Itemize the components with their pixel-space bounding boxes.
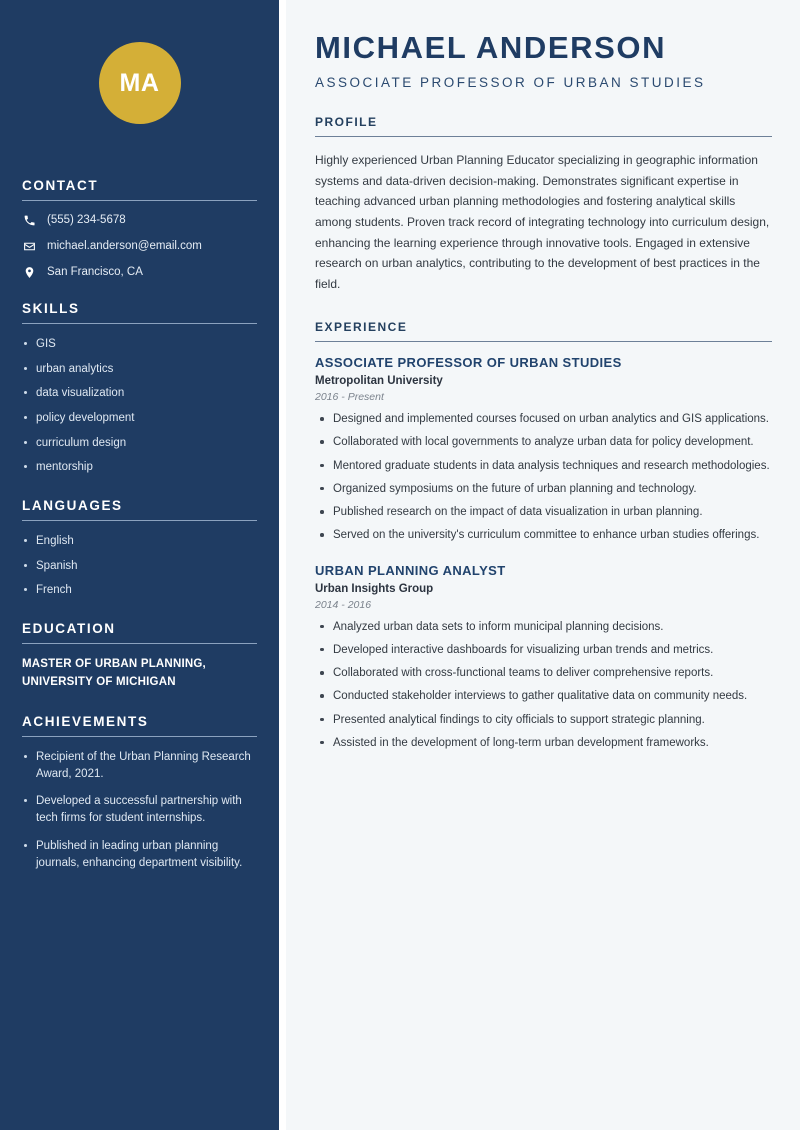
contact-item-email[interactable] [22, 239, 257, 253]
skills-heading: SKILLS [22, 301, 80, 316]
sidebar [0, 0, 279, 1130]
experience-dates: 2016 - Present [315, 391, 384, 404]
list-item: Mentored graduate students in data analysis techniques and research methodologies. [315, 458, 772, 475]
list-item: GIS [22, 336, 257, 353]
list-item: Served on the university's curriculum committee to enhance urban studies offerings. [315, 527, 772, 544]
languages-section [22, 498, 257, 599]
list-item: Developed a successful partnership with tech firms for student internships. [22, 793, 257, 828]
list-item: data visualization [22, 385, 257, 402]
experience-section [315, 320, 772, 753]
experience-bullet-list [315, 411, 772, 545]
location-pin-icon [22, 265, 36, 279]
experience-job-title: URBAN PLANNING ANALYST [315, 562, 506, 578]
avatar [99, 42, 181, 124]
list-item: Presented analytical findings to city officials to support strategic planning. [315, 712, 772, 729]
languages-heading: LANGUAGES [22, 498, 123, 514]
list-item: Organized symposiums on the future of urban planning and technology. [315, 481, 772, 498]
contact-location-value: San Francisco, CA [47, 266, 143, 278]
list-item: Spanish [22, 558, 257, 575]
list-item: Published in leading urban planning journals, enhancing department visibility. [22, 838, 257, 873]
profile-text: Highly experienced Urban Planning Educator specializing in geographic information systems and data-driven decision-making. Demonstrates significant expertise in teaching advanced urban planning methodologies and fostering analytical skills among students. Proven track record of integrating technology into curriculum design, enhancing the learning experience through innovative tools. Engaged in extensive research on urban analytics, contributing to the development of best practices in the field. [315, 153, 770, 291]
skills-list [22, 336, 257, 476]
achievements-list [22, 749, 257, 873]
achievements-section [22, 714, 257, 873]
list-item: urban analytics [22, 361, 257, 378]
education-section [22, 621, 257, 692]
education-divider [22, 643, 257, 644]
list-item: Analyzed urban data sets to inform municipal planning decisions. [315, 619, 772, 636]
achievements-divider [22, 736, 257, 737]
column-gutter [279, 0, 286, 1130]
list-item: French [22, 582, 257, 599]
job-subtitle: ASSOCIATE PROFESSOR OF URBAN STUDIES [315, 74, 706, 90]
experience-dates: 2014 - 2016 [315, 598, 372, 611]
contact-heading: CONTACT [22, 178, 99, 193]
experience-entry [315, 355, 772, 545]
experience-divider [315, 341, 772, 343]
contact-item-location[interactable] [22, 265, 257, 279]
profile-divider [315, 136, 772, 138]
main-content [286, 0, 800, 1130]
contact-divider [22, 200, 257, 201]
profile-section [315, 115, 772, 295]
skills-section [22, 301, 257, 476]
list-item: policy development [22, 410, 257, 427]
avatar-container [22, 0, 257, 132]
education-heading: EDUCATION [22, 621, 116, 637]
experience-heading: EXPERIENCE [315, 319, 408, 334]
avatar-initials: MA [119, 68, 160, 97]
profile-heading: PROFILE [315, 114, 378, 129]
languages-list [22, 533, 257, 599]
skills-divider [22, 323, 257, 324]
list-item: Recipient of the Urban Planning Research Award, 2021. [22, 749, 257, 784]
list-item: Collaborated with cross-functional teams to deliver comprehensive reports. [315, 665, 772, 682]
list-item: Developed interactive dashboards for visualizing urban trends and metrics. [315, 642, 772, 659]
achievements-heading: ACHIEVEMENTS [22, 713, 149, 729]
phone-icon [22, 213, 36, 227]
page-title: MICHAEL ANDERSON [315, 30, 667, 65]
education-degree-line1: MASTER OF URBAN PLANNING, [22, 658, 206, 671]
list-item: English [22, 533, 257, 550]
list-item: Collaborated with local governments to analyze urban data for policy development. [315, 434, 772, 451]
list-item: mentorship [22, 459, 257, 476]
contact-section [22, 178, 257, 279]
experience-company: Metropolitan University [315, 375, 443, 388]
list-item: Designed and implemented courses focused on urban analytics and GIS applications. [315, 411, 772, 428]
envelope-icon [22, 239, 36, 253]
list-item: Published research on the impact of data visualization in urban planning. [315, 504, 772, 521]
experience-company: Urban Insights Group [315, 582, 434, 595]
education-degree-line2: UNIVERSITY OF MICHIGAN [22, 675, 176, 688]
list-item: Conducted stakeholder interviews to gather qualitative data on community needs. [315, 688, 772, 705]
experience-entry [315, 563, 772, 753]
languages-divider [22, 520, 257, 521]
contact-email-value: michael.anderson@email.com [47, 240, 202, 252]
contact-item-phone[interactable] [22, 213, 257, 227]
experience-bullet-list [315, 619, 772, 753]
list-item: curriculum design [22, 435, 257, 452]
contact-phone-value: (555) 234-5678 [47, 214, 126, 226]
experience-job-title: ASSOCIATE PROFESSOR OF URBAN STUDIES [315, 355, 622, 371]
list-item: Assisted in the development of long-term urban development frameworks. [315, 735, 772, 752]
